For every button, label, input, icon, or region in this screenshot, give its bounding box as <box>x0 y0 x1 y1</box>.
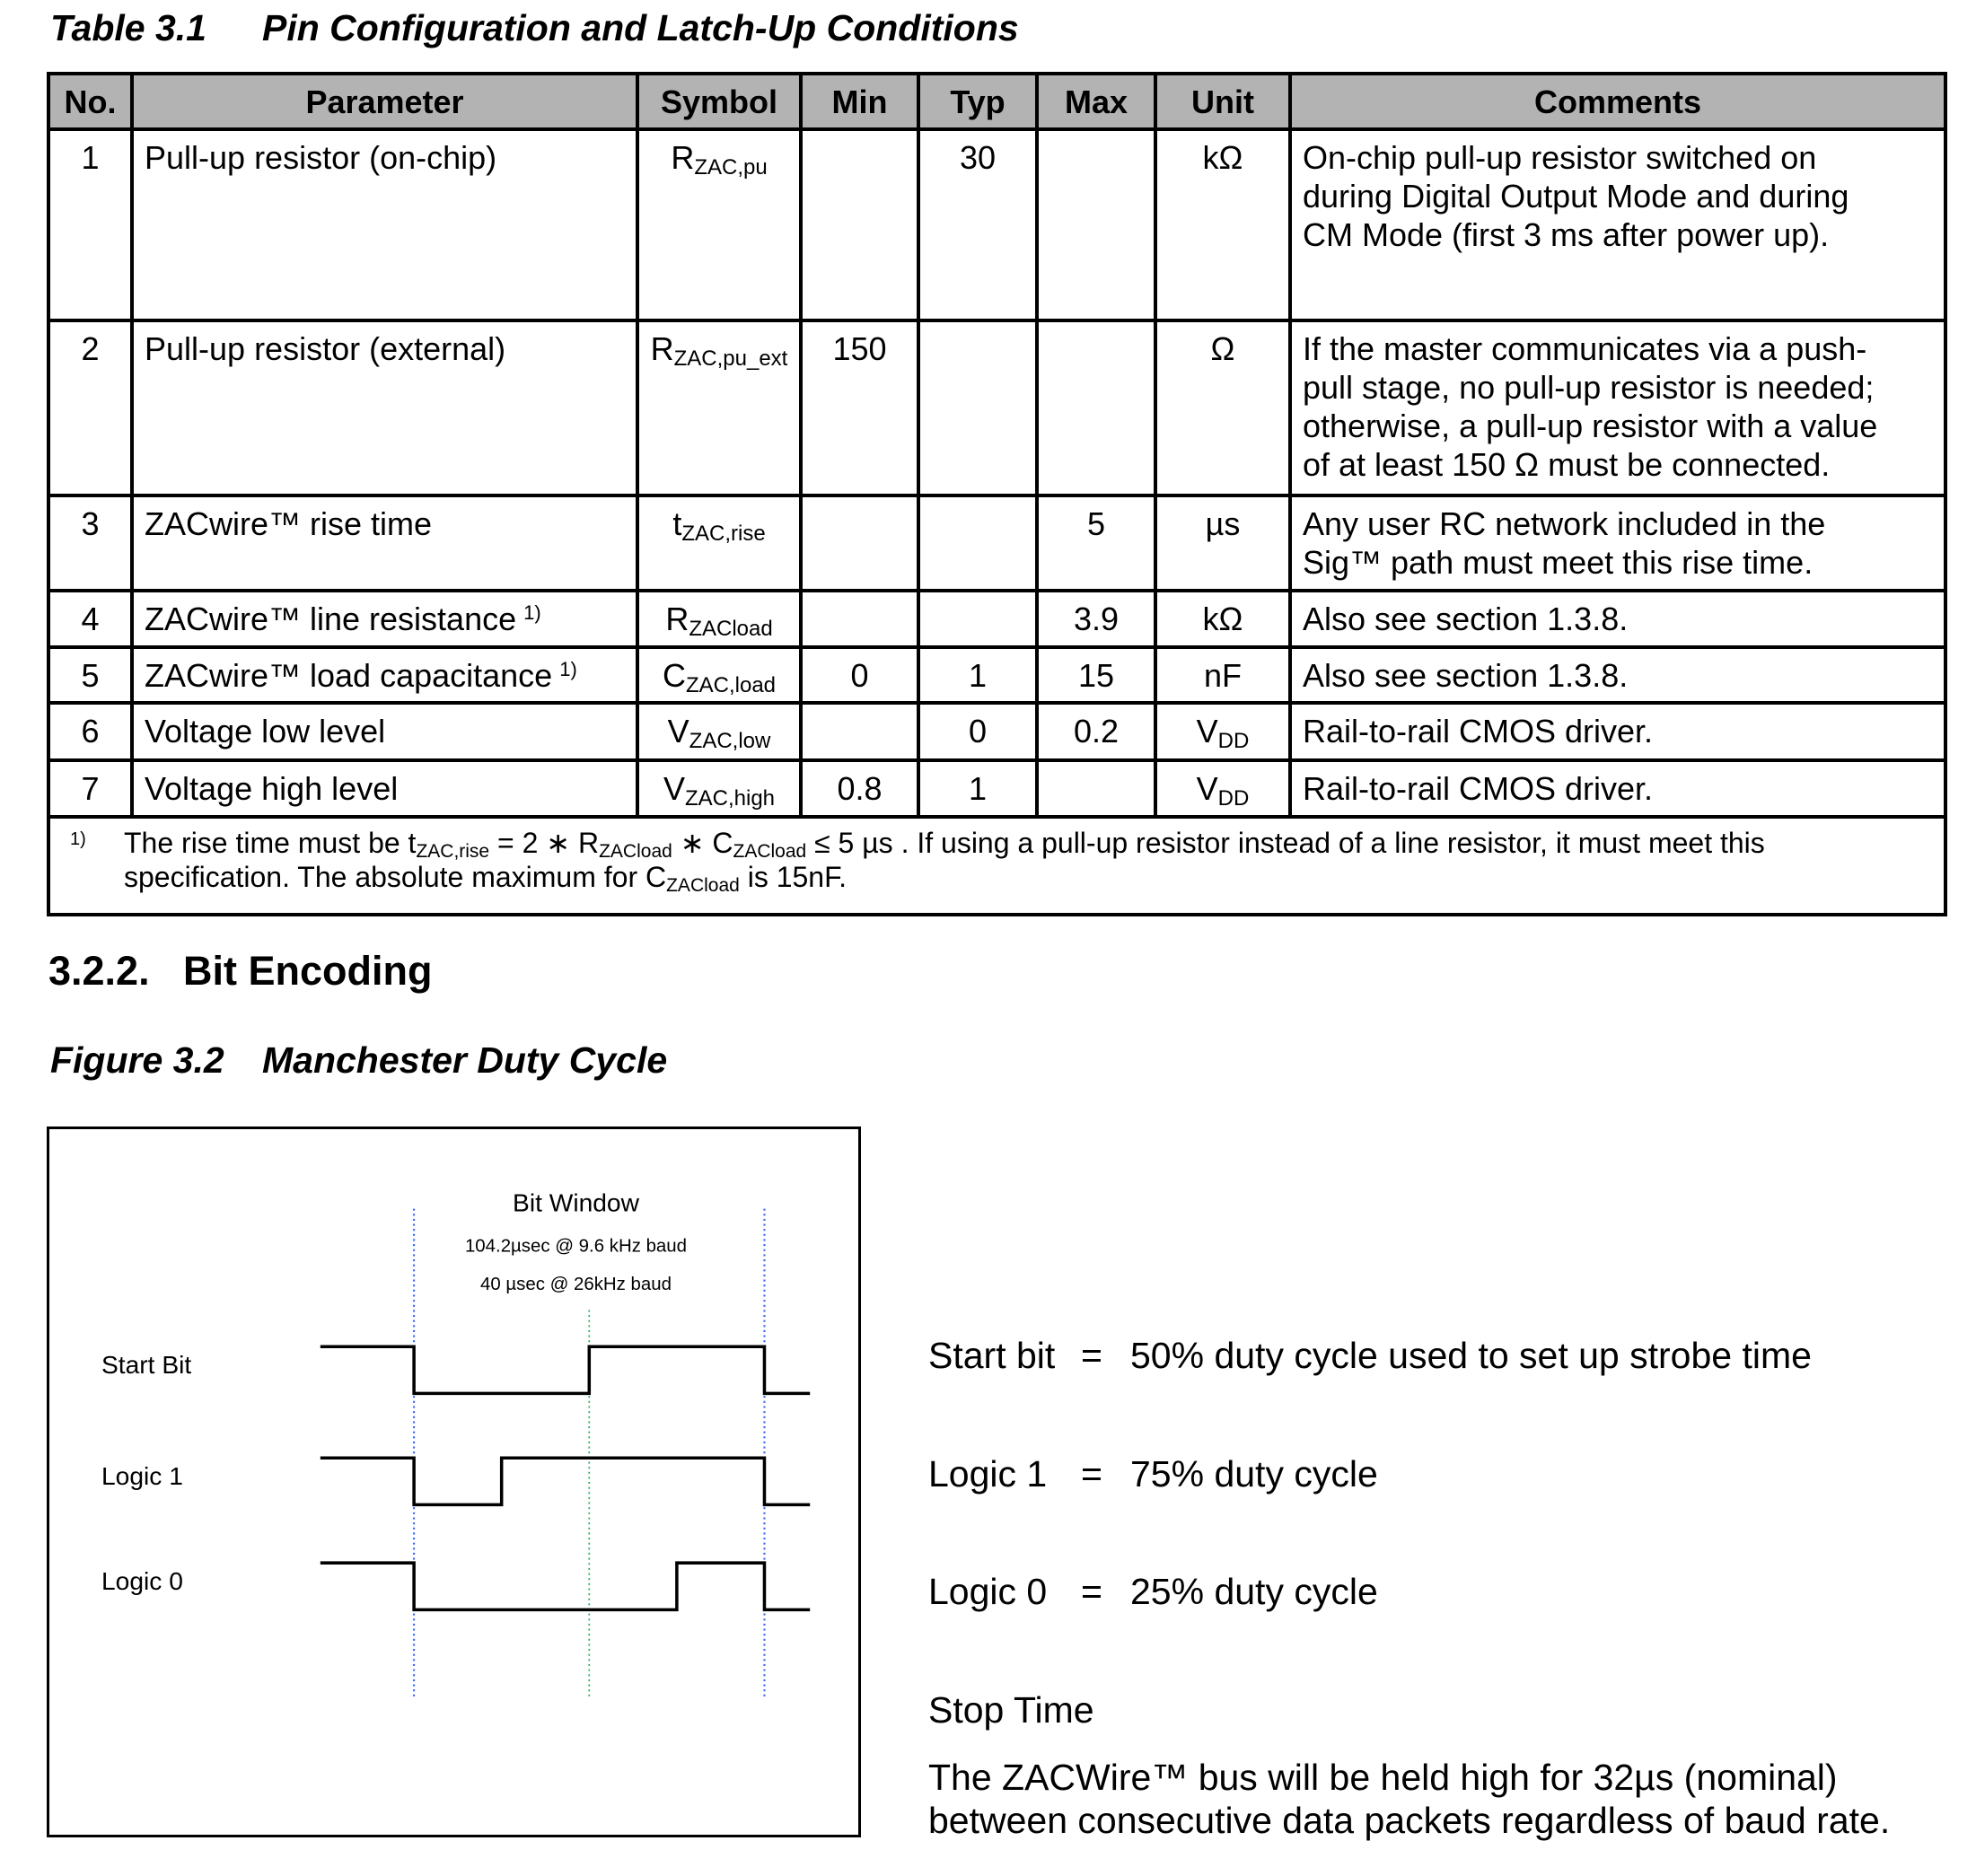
parameter-name: Voltage low level <box>145 713 386 750</box>
footnote-mark: 1) <box>70 829 86 849</box>
symbol-subscript: ZAC,high <box>684 786 776 811</box>
cell-comments <box>1290 495 1945 591</box>
fn-sub: ZACload <box>666 875 740 896</box>
column-header-symbol: Symbol <box>637 74 801 129</box>
cell-comments <box>1290 760 1945 817</box>
cell-max <box>1037 591 1155 647</box>
cell-no <box>48 129 132 320</box>
figure-title: Manchester Duty Cycle <box>262 1039 668 1081</box>
cell-min <box>801 647 918 703</box>
parameter-name: Pull-up resistor (external) <box>145 330 506 367</box>
comment-line: Rail-to-rail CMOS driver. <box>1303 713 1654 750</box>
row-number: 2 <box>81 330 100 367</box>
table-row <box>48 320 1945 495</box>
symbol: R <box>665 600 689 637</box>
comment-line: Also see section 1.3.8. <box>1303 657 1629 694</box>
cell-min <box>801 320 918 495</box>
cell-unit <box>1155 760 1290 817</box>
cell-parameter <box>132 129 637 320</box>
cell-no <box>48 320 132 495</box>
cell-typ <box>918 647 1037 703</box>
unit: µs <box>1205 505 1241 542</box>
column-header-comments: Comments <box>1290 74 1945 129</box>
comment-line: Any user RC network included in the <box>1303 505 1826 542</box>
min-value: 150 <box>832 330 887 367</box>
cell-parameter <box>132 495 637 591</box>
unit: nF <box>1203 657 1242 694</box>
cell-no <box>48 591 132 647</box>
timing-diagram <box>47 1126 861 1837</box>
symbol-subscript: ZAC,rise <box>681 522 766 546</box>
waveform-start-bit <box>321 1346 810 1393</box>
table-row <box>48 760 1945 817</box>
footnote-ref: 1) <box>523 601 541 624</box>
cell-symbol <box>637 591 801 647</box>
legend-term: Logic 0 <box>928 1571 1048 1612</box>
cell-min <box>801 760 918 817</box>
table-caption <box>50 7 1019 49</box>
symbol-subscript: ZAC,pu_ext <box>673 346 788 371</box>
cell-unit <box>1155 647 1290 703</box>
bit-window-timing-26k: 40 µsec @ 26kHz baud <box>479 1274 672 1294</box>
legend-term: Logic 1 <box>928 1453 1048 1495</box>
typ-value: 1 <box>968 657 988 694</box>
figure-number: Figure 3.2 <box>50 1039 224 1081</box>
row-number: 3 <box>81 505 100 542</box>
parameter-name: Voltage high level <box>145 770 399 807</box>
figure-caption <box>50 1039 667 1082</box>
cell-max <box>1037 760 1155 817</box>
cell-parameter <box>132 591 637 647</box>
symbol: t <box>672 505 682 542</box>
cell-min <box>801 129 918 320</box>
fn-text: The rise time must be t <box>124 827 417 859</box>
cell-typ <box>918 320 1037 495</box>
cell-max <box>1037 647 1155 703</box>
comment-line: On-chip pull-up resistor switched on <box>1303 139 1817 176</box>
column-header-unit: Unit <box>1155 74 1290 129</box>
cell-symbol <box>637 647 801 703</box>
table-row <box>48 647 1945 703</box>
cell-unit <box>1155 591 1290 647</box>
cell-min <box>801 495 918 591</box>
unit: Ω <box>1210 330 1235 367</box>
max-value: 0.2 <box>1073 713 1120 750</box>
comment-line: otherwise, a pull-up resistor with a value <box>1303 408 1878 444</box>
symbol-subscript: ZAC,pu <box>694 155 768 180</box>
max-value: 5 <box>1086 505 1106 542</box>
footnote-row <box>48 817 1945 915</box>
table-row <box>48 495 1945 591</box>
cell-typ <box>918 495 1037 591</box>
footnote-ref: 1) <box>559 658 577 680</box>
legend-desc: 25% duty cycle <box>1130 1571 1378 1612</box>
cell-unit <box>1155 703 1290 760</box>
symbol-subscript: ZAC,low <box>689 729 771 753</box>
max-value: 3.9 <box>1073 600 1120 637</box>
fn-text: ∗ C <box>672 827 733 859</box>
cell-unit <box>1155 320 1290 495</box>
bit-window-timing-9k6: 104.2µsec @ 9.6 kHz baud <box>464 1236 688 1257</box>
cell-comments <box>1290 320 1945 495</box>
footnote-text <box>124 826 1933 894</box>
column-header-max: Max <box>1037 74 1155 129</box>
cell-max <box>1037 129 1155 320</box>
table-row <box>48 703 1945 760</box>
cell-unit <box>1155 495 1290 591</box>
table-title: Pin Configuration and Latch-Up Conditions <box>262 7 1019 48</box>
fn-text: is 15nF. <box>739 861 847 893</box>
section-number: 3.2.2. <box>48 948 150 994</box>
cell-symbol <box>637 495 801 591</box>
waveform-label: Start Bit <box>101 1349 192 1379</box>
manchester-duty-cycle-figure <box>47 1126 861 1837</box>
table-row <box>48 129 1945 320</box>
row-number: 5 <box>81 657 100 694</box>
table-footnote <box>48 817 1945 915</box>
cell-max <box>1037 495 1155 591</box>
cell-comments <box>1290 129 1945 320</box>
symbol-subscript: ZACload <box>689 617 773 641</box>
typ-value: 30 <box>959 139 997 176</box>
fn-text: = 2 ∗ R <box>489 827 600 859</box>
cell-min <box>801 703 918 760</box>
comment-line: during Digital Output Mode and during <box>1303 178 1849 215</box>
waveform-logic-1 <box>321 1458 810 1504</box>
symbol: V <box>663 770 685 807</box>
fn-sub: ZACload <box>599 841 672 862</box>
unit-subscript: DD <box>1217 729 1250 753</box>
cell-typ <box>918 129 1037 320</box>
unit: kΩ <box>1202 139 1243 176</box>
comment-line: CM Mode (first 3 ms after power up). <box>1303 216 1830 253</box>
cell-no <box>48 647 132 703</box>
legend-term: Start bit <box>928 1335 1056 1376</box>
stop-time-line-2: between consecutive data packets regardless of baud rate. <box>928 1800 1891 1841</box>
fn-text: ≤ 5 µs . If using a pull-up resistor instead of a line resistor, it must meet this specification. The absolute maximum for C <box>124 827 1765 893</box>
cell-symbol <box>637 703 801 760</box>
typ-value: 0 <box>968 713 988 750</box>
table-header-row <box>48 74 1945 129</box>
cell-unit <box>1155 129 1290 320</box>
cell-max <box>1037 320 1155 495</box>
parameter-name: ZACwire™ line resistance <box>145 600 517 637</box>
cell-comments <box>1290 591 1945 647</box>
unit: kΩ <box>1202 600 1243 637</box>
column-header-parameter: Parameter <box>132 74 637 129</box>
row-number: 7 <box>81 770 100 807</box>
legend-eq: = <box>1081 1335 1102 1376</box>
fn-sub: ZAC,rise <box>416 841 490 862</box>
legend-eq: = <box>1081 1571 1102 1612</box>
parameter-name: ZACwire™ load capacitance <box>145 657 553 694</box>
comment-line: If the master communicates via a push- <box>1303 330 1867 367</box>
legend-desc: 75% duty cycle <box>1130 1453 1378 1495</box>
comment-line: pull stage, no pull-up resistor is needed; <box>1303 369 1875 406</box>
comment-line: Also see section 1.3.8. <box>1303 600 1629 637</box>
row-number: 1 <box>81 139 100 176</box>
row-number: 6 <box>81 713 100 750</box>
column-header-no: No. <box>48 74 132 129</box>
unit: V <box>1196 770 1218 807</box>
unit: V <box>1196 713 1218 750</box>
symbol-subscript: ZAC,load <box>685 673 777 697</box>
waveform-logic-0 <box>321 1563 810 1609</box>
section-title: Bit Encoding <box>183 948 433 994</box>
cell-no <box>48 760 132 817</box>
parameter-name: Pull-up resistor (on-chip) <box>145 139 497 176</box>
cell-symbol <box>637 320 801 495</box>
typ-value: 1 <box>968 770 988 807</box>
cell-typ <box>918 591 1037 647</box>
symbol: V <box>667 713 689 750</box>
comment-line: Rail-to-rail CMOS driver. <box>1303 770 1654 807</box>
section-heading <box>48 948 432 995</box>
symbol: R <box>671 139 695 176</box>
cell-symbol <box>637 129 801 320</box>
unit-subscript: DD <box>1217 786 1250 811</box>
waveform-label: Logic 1 <box>101 1460 183 1490</box>
cell-min <box>801 591 918 647</box>
legend-eq: = <box>1081 1453 1102 1495</box>
cell-symbol <box>637 760 801 817</box>
stop-time-title: Stop Time <box>928 1689 1094 1731</box>
cell-parameter <box>132 760 637 817</box>
cell-comments <box>1290 703 1945 760</box>
cell-parameter <box>132 320 637 495</box>
comment-line: Sig™ path must meet this rise time. <box>1303 544 1814 581</box>
column-header-typ: Typ <box>918 74 1037 129</box>
table-number: Table 3.1 <box>50 7 206 48</box>
bit-window-title: Bit Window <box>513 1188 639 1217</box>
cell-no <box>48 703 132 760</box>
cell-parameter <box>132 647 637 703</box>
cell-comments <box>1290 647 1945 703</box>
min-value: 0 <box>850 657 869 694</box>
symbol: R <box>650 330 674 367</box>
fn-sub: ZACload <box>733 841 807 862</box>
table-row <box>48 591 1945 647</box>
max-value: 15 <box>1077 657 1115 694</box>
min-value: 0.8 <box>837 770 883 807</box>
stop-time-line-1: The ZACWire™ bus will be held high for 32µs (nominal) <box>928 1757 1838 1798</box>
cell-parameter <box>132 703 637 760</box>
parameter-name: ZACwire™ rise time <box>145 505 433 542</box>
cell-no <box>48 495 132 591</box>
symbol: C <box>662 657 686 694</box>
waveform-label: Logic 0 <box>101 1565 183 1595</box>
legend-desc: 50% duty cycle used to set up strobe time <box>1130 1335 1812 1376</box>
pin-configuration-table <box>47 72 1947 916</box>
row-number: 4 <box>81 600 100 637</box>
cell-typ <box>918 703 1037 760</box>
column-header-min: Min <box>801 74 918 129</box>
cell-typ <box>918 760 1037 817</box>
comment-line: of at least 150 Ω must be connected. <box>1303 446 1831 483</box>
cell-max <box>1037 703 1155 760</box>
